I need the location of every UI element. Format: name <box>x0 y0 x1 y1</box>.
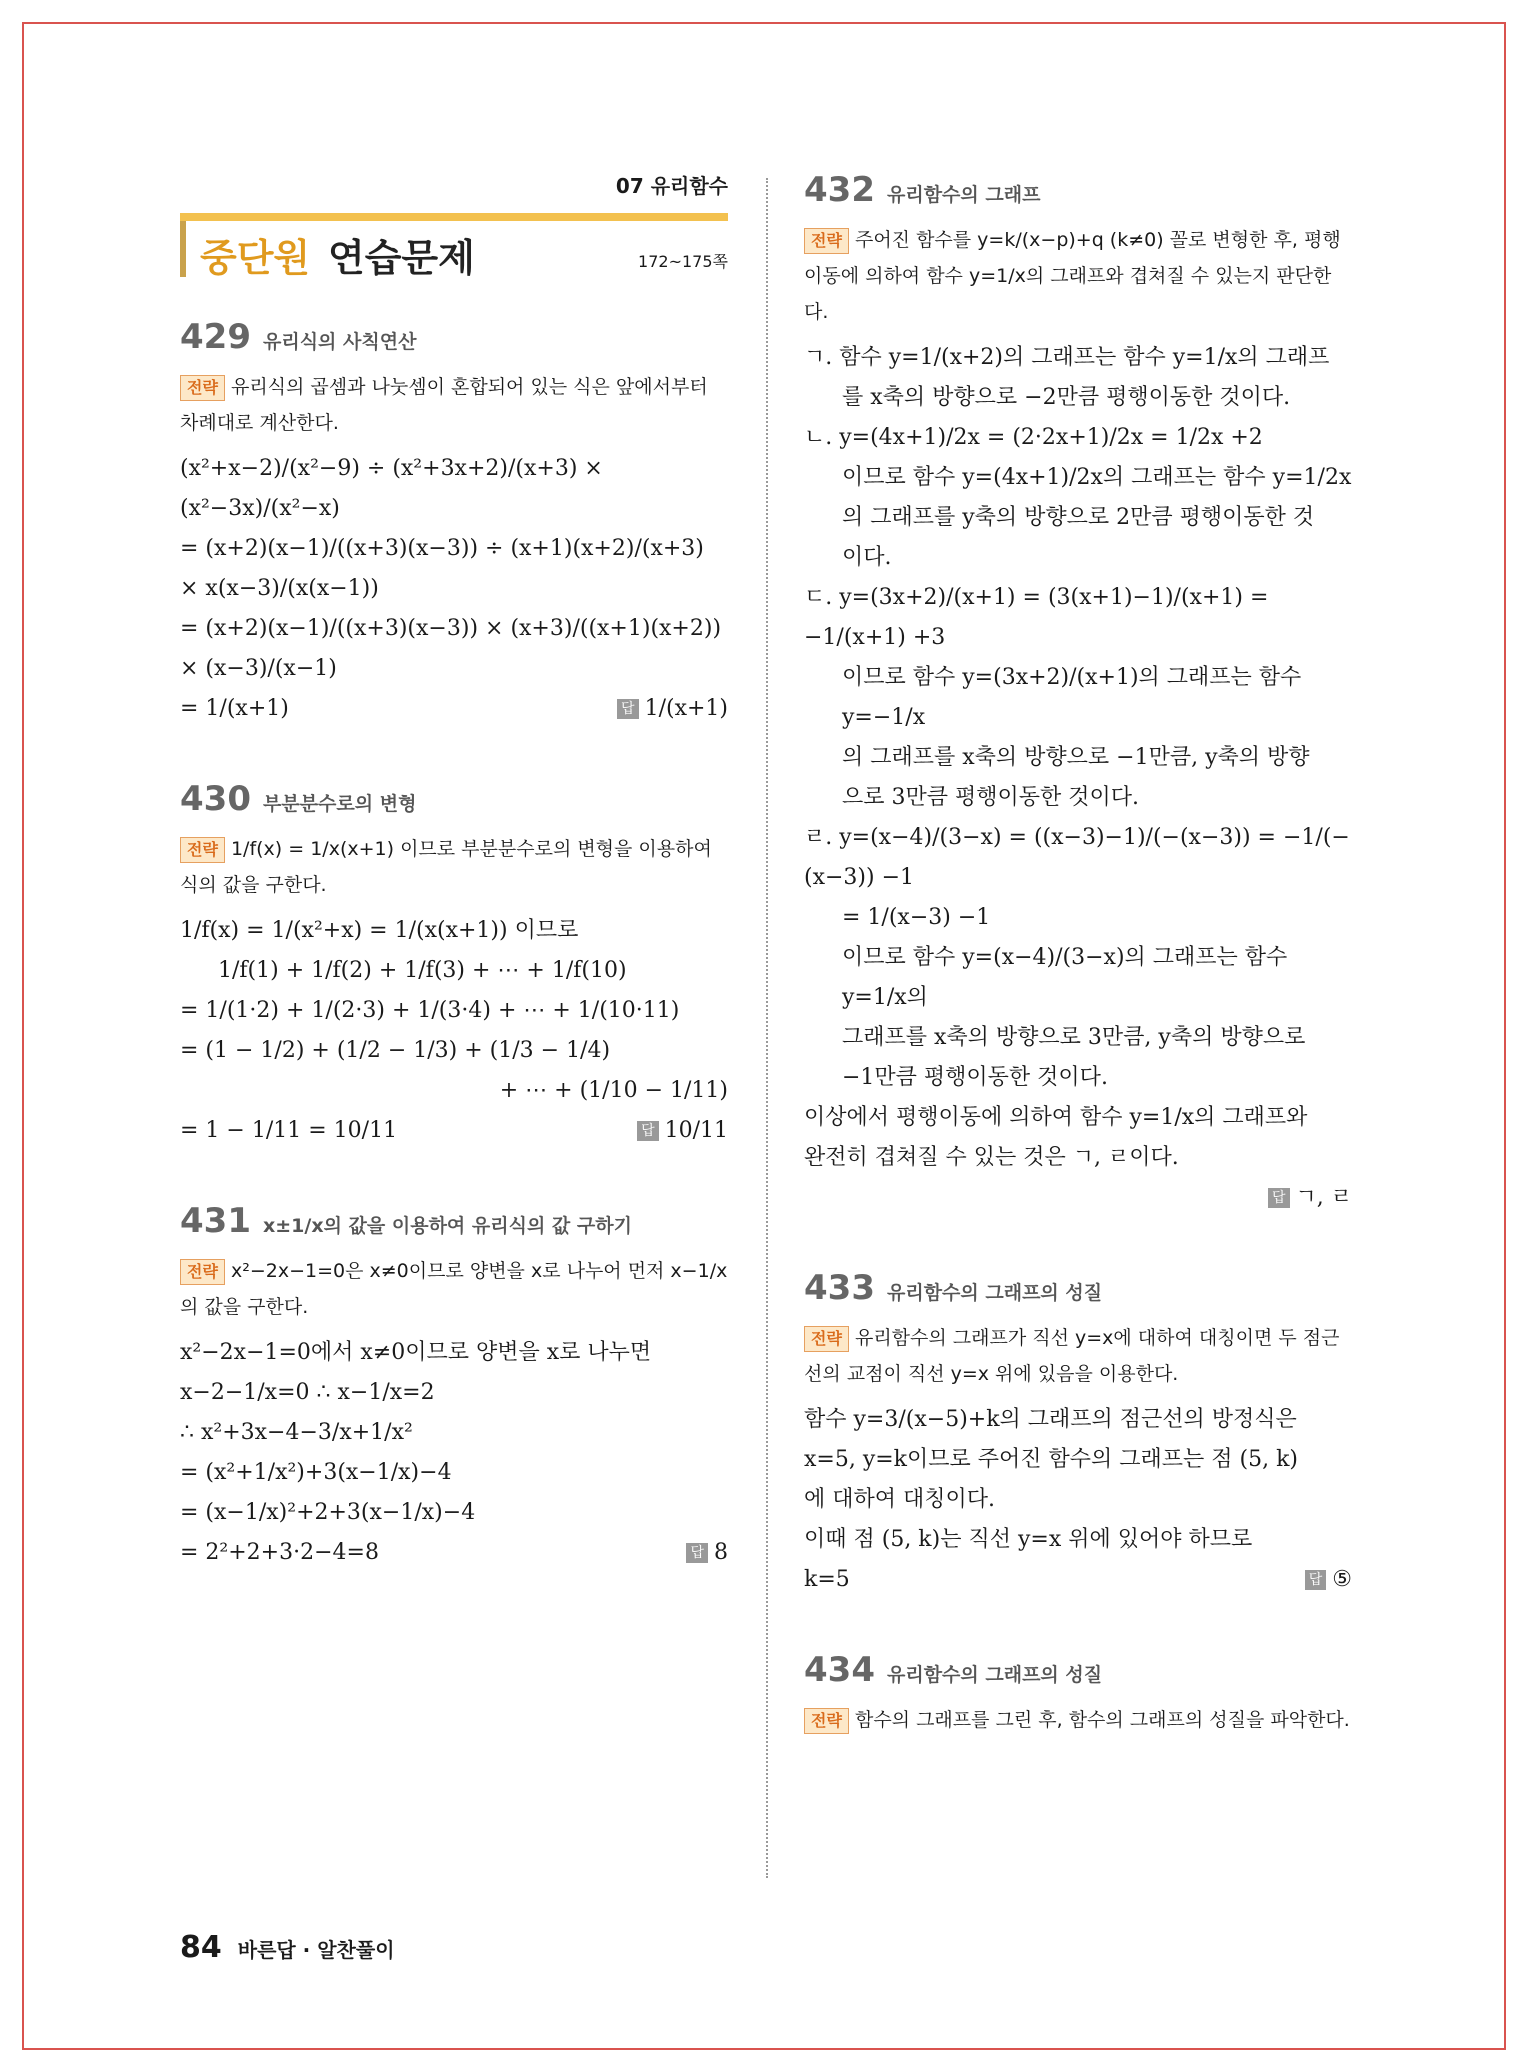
solution-line: 를 x축의 방향으로 −2만큼 평행이동한 것이다. <box>842 385 1291 410</box>
strategy-text: 1/f(x) = 1/x(x+1) 이므로 부분분수로의 변형을 이용하여 식의 값을 구한다. <box>180 838 712 896</box>
solution-line: 완전히 겹쳐질 수 있는 것은 ㄱ, ㄹ이다. <box>804 1145 1179 1170</box>
solution-line: = 1/(x−3) −1 <box>842 905 991 930</box>
solution-line: ㄷ. y=(3x+2)/(x+1) = (3(x+1)−1)/(x+1) = −1/(x+1) +3 <box>804 585 1269 650</box>
solution-line: 함수 y=3/(x−5)+k의 그래프의 점근선의 방정식은 <box>804 1407 1297 1432</box>
problem-432 <box>804 170 1352 1218</box>
solution-line: ㄴ. y=(4x+1)/2x = (2·2x+1)/2x = 1/2x +2 <box>804 425 1263 450</box>
answer-tag: 답 <box>686 1543 708 1563</box>
problem-header <box>804 1650 1352 1690</box>
problem-430 <box>180 779 728 1151</box>
answer-tag: 답 <box>1268 1188 1290 1208</box>
left-column <box>180 170 728 1623</box>
strategy-tag: 전략 <box>804 1326 849 1352</box>
problem-topic: 유리함수의 그래프 <box>886 184 1041 206</box>
strategy <box>804 1320 1352 1392</box>
right-column <box>804 170 1352 1788</box>
solution-line <box>804 1560 1352 1600</box>
chapter-label: 07 유리함수 <box>615 174 728 198</box>
answer-value: 1/(x+1) <box>644 696 728 721</box>
answer <box>637 1111 728 1151</box>
solution-line: 으로 3만큼 평행이동한 것이다. <box>842 785 1139 810</box>
solution-text: = 1 − 1/11 = 10/11 <box>180 1118 398 1143</box>
section-header <box>180 213 728 280</box>
problem-header <box>180 317 728 357</box>
answer-value: ㄱ, ㄹ <box>1295 1185 1352 1210</box>
solution-text: = 2²+2+3·2−4=8 <box>180 1540 379 1565</box>
problem-header <box>180 1201 728 1241</box>
section-pages: 172~175쪽 <box>638 252 728 271</box>
solution-line: ㄹ. y=(x−4)/(3−x) = ((x−3)−1)/(−(x−3)) = −1/(−(x−3)) −1 <box>804 825 1350 890</box>
problem-433 <box>804 1268 1352 1600</box>
strategy-text: 유리식의 곱셈과 나눗셈이 혼합되어 있는 식은 앞에서부터 차례대로 계산한다. <box>180 376 708 434</box>
strategy <box>180 831 728 903</box>
solution-line: x=5, y=k이므로 주어진 함수의 그래프는 점 (5, k) <box>804 1447 1298 1472</box>
answer-value: 8 <box>714 1540 728 1565</box>
problem-header <box>180 779 728 819</box>
solution-line: ㄱ. 함수 y=1/(x+2)의 그래프는 함수 y=1/x의 그래프 <box>804 345 1330 370</box>
problem-header <box>804 1268 1352 1308</box>
section-bar <box>180 213 728 221</box>
solution-line: = (x²+1/x²)+3(x−1/x)−4 <box>180 1460 452 1485</box>
answer <box>686 1533 728 1573</box>
strategy <box>804 222 1352 330</box>
solution-line: 그래프를 x축의 방향으로 3만큼, y축의 방향으로 <box>842 1025 1306 1050</box>
solution-line: x−2−1/x=0 ∴ x−1/x=2 <box>180 1380 435 1405</box>
solution-line: 1/f(x) = 1/(x²+x) = 1/(x(x+1)) 이므로 <box>180 918 579 943</box>
solution-line <box>180 689 728 729</box>
solution-line: 이상에서 평행이동에 의하여 함수 y=1/x의 그래프와 <box>804 1105 1308 1130</box>
strategy-tag: 전략 <box>180 1259 225 1285</box>
solution-line: ∴ x²+3x−4−3/x+1/x² <box>180 1420 413 1445</box>
solution-line: 이다. <box>842 545 892 570</box>
strategy-tag: 전략 <box>804 228 849 254</box>
solution-line: = 1/(1·2) + 1/(2·3) + 1/(3·4) + ⋯ + 1/(10·11) <box>180 998 680 1023</box>
solution-line: 이므로 함수 y=(4x+1)/2x의 그래프는 함수 y=1/2x <box>842 465 1352 490</box>
solution-line: 에 대하여 대칭이다. <box>804 1487 995 1512</box>
answer-value: ⑤ <box>1332 1567 1352 1592</box>
solution-line: 의 그래프를 y축의 방향으로 2만큼 평행이동한 것 <box>842 505 1315 530</box>
solution-line: −1만큼 평행이동한 것이다. <box>842 1065 1108 1090</box>
answer <box>617 689 728 729</box>
solution-line: 1/f(1) + 1/f(2) + 1/f(3) + ⋯ + 1/f(10) <box>218 958 627 983</box>
answer-tag: 답 <box>617 699 639 719</box>
solution-line: = (x+2)(x−1)/((x+3)(x−3)) × (x+3)/((x+1)(x+2)) × (x−3)/(x−1) <box>180 616 722 681</box>
strategy-tag: 전략 <box>180 375 225 401</box>
solution-line: x²−2x−1=0에서 x≠0이므로 양변을 x로 나누면 <box>180 1340 652 1365</box>
problem-number: 430 <box>180 779 251 819</box>
strategy-tag: 전략 <box>804 1708 849 1734</box>
section-title-a: 중단원 <box>200 236 311 280</box>
column-divider <box>766 178 768 1878</box>
answer <box>804 1178 1352 1218</box>
strategy <box>180 369 728 441</box>
solution-line: (x²+x−2)/(x²−9) ÷ (x²+3x+2)/(x+3) × (x²−3x)/(x²−x) <box>180 456 603 521</box>
solution-line: 이므로 함수 y=(3x+2)/(x+1)의 그래프는 함수 y=−1/x <box>842 665 1302 730</box>
problem-topic: x±1/x의 값을 이용하여 유리식의 값 구하기 <box>262 1215 632 1237</box>
solution-line <box>180 1111 728 1151</box>
strategy-text: 주어진 함수를 y=k/(x−p)+q (k≠0) 꼴로 변형한 후, 평행이동에 의하여 함수 y=1/x의 그래프와 겹쳐질 수 있는지 판단한다. <box>804 229 1341 323</box>
problem-431 <box>180 1201 728 1573</box>
problem-number: 434 <box>804 1650 875 1690</box>
solution-line: = (1 − 1/2) + (1/2 − 1/3) + (1/3 − 1/4) <box>180 1038 611 1063</box>
answer-value: 10/11 <box>664 1118 728 1143</box>
problem-number: 432 <box>804 170 875 210</box>
solution-line: 이때 점 (5, k)는 직선 y=x 위에 있어야 하므로 <box>804 1527 1253 1552</box>
problem-topic: 유리함수의 그래프의 성질 <box>886 1664 1103 1686</box>
problem-number: 433 <box>804 1268 875 1308</box>
problem-topic: 유리함수의 그래프의 성질 <box>886 1282 1103 1304</box>
section-vbar <box>180 221 186 277</box>
page-number: 84 <box>180 1930 222 1965</box>
section-title-b: 연습문제 <box>328 236 475 280</box>
strategy-text: 유리함수의 그래프가 직선 y=x에 대하여 대칭이면 두 점근선의 교점이 직선 y=x 위에 있음을 이용한다. <box>804 1327 1340 1385</box>
strategy-text: x²−2x−1=0은 x≠0이므로 양변을 x로 나누어 먼저 x−1/x의 값을 구한다. <box>180 1260 728 1318</box>
strategy <box>804 1702 1352 1738</box>
solution-line: + ⋯ + (1/10 − 1/11) <box>499 1078 728 1103</box>
solution-line: = (x−1/x)²+2+3(x−1/x)−4 <box>180 1500 476 1525</box>
strategy <box>180 1253 728 1325</box>
book-title: 바른답 · 알찬풀이 <box>237 1938 395 1962</box>
answer-tag: 답 <box>1305 1570 1327 1590</box>
problem-topic: 부분분수로의 변형 <box>262 793 417 815</box>
strategy-text: 함수의 그래프를 그린 후, 함수의 그래프의 성질을 파악한다. <box>854 1709 1350 1731</box>
problem-429 <box>180 317 728 729</box>
page-footer <box>180 1930 395 1965</box>
solution-line <box>180 1533 728 1573</box>
strategy-tag: 전략 <box>180 837 225 863</box>
solution-text: = 1/(x+1) <box>180 696 289 721</box>
problem-434 <box>804 1650 1352 1738</box>
solution-text: k=5 <box>804 1567 850 1592</box>
answer <box>1305 1560 1352 1600</box>
solution-line: = (x+2)(x−1)/((x+3)(x−3)) ÷ (x+1)(x+2)/(x+3) × x(x−3)/(x(x−1)) <box>180 536 704 601</box>
problem-number: 431 <box>180 1201 251 1241</box>
solution-line: 의 그래프를 x축의 방향으로 −1만큼, y축의 방향 <box>842 745 1310 770</box>
problem-header <box>804 170 1352 210</box>
answer-tag: 답 <box>637 1121 659 1141</box>
solution-line: 이므로 함수 y=(x−4)/(3−x)의 그래프는 함수 y=1/x의 <box>842 945 1288 1010</box>
problem-topic: 유리식의 사칙연산 <box>262 331 417 353</box>
problem-number: 429 <box>180 317 251 357</box>
